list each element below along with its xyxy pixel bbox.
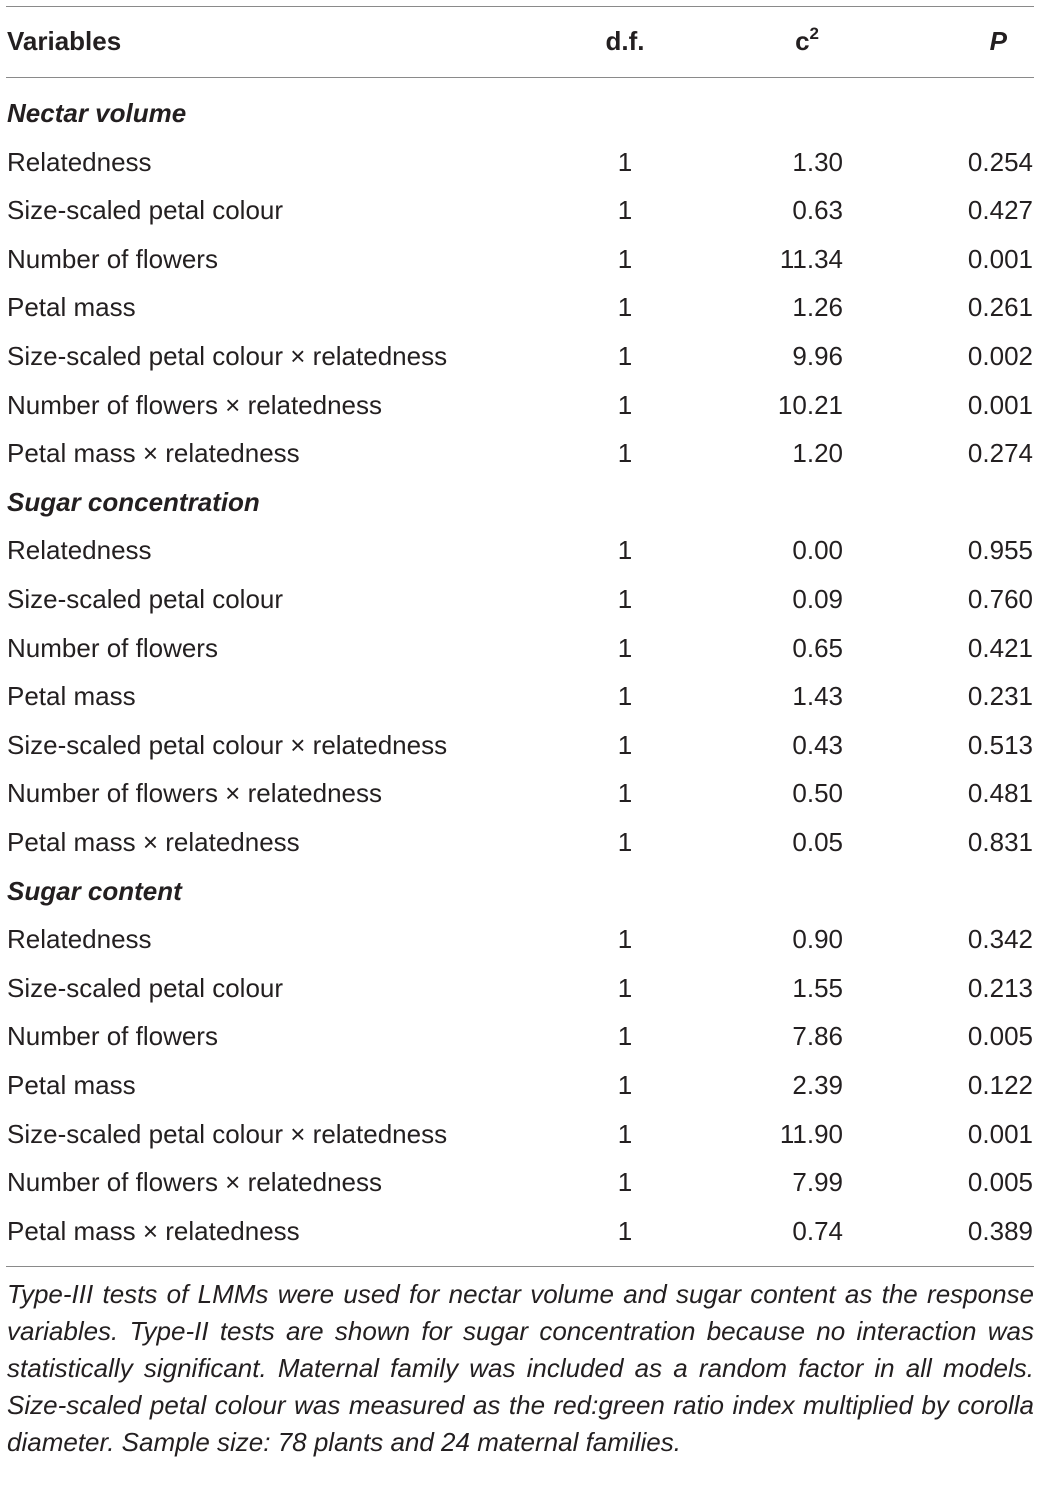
cell-p-value: 0.001 [967,389,1033,420]
cell-chi-square: 1.30 [792,146,843,177]
cell-chi-square: 0.00 [792,535,843,566]
cell-chi-square: 10.21 [777,389,843,420]
cell-variable: Size-scaled petal colour × relatedness [7,1118,448,1149]
cell-p-value: 0.831 [967,827,1033,857]
bottom-rule [6,1266,1034,1267]
section-title: Sugar concentration [7,486,260,517]
header-rule [6,77,1034,78]
table-row [0,672,1041,720]
section-title: Sugar content [7,875,182,906]
cell-df: 1 [617,535,633,566]
table-row [0,575,1041,623]
cell-chi-square: 1.26 [792,292,843,323]
table-footnote: Type-III tests of LMMs were used for nectar volume and sugar content as the response variables. Type-II tests are shown for sugar concentration because no interaction was statistically significant. Maternal family was included as a random factor in all models. Size-scaled petal colour was measured as the red:green ratio index multiplied by corolla diameter. Sample size: 78 plants and 24 maternal families. [7,1279,1034,1457]
table-row [0,283,1041,331]
cell-chi-square: 7.86 [792,1021,843,1052]
cell-df: 1 [617,195,633,226]
cell-p-value: 0.513 [967,729,1033,760]
cell-variable: Petal mass × relatedness [7,1215,300,1246]
table-row [0,624,1041,672]
cell-variable: Size-scaled petal colour [7,972,284,1003]
cell-p-value: 0.481 [967,778,1033,809]
table-row [0,186,1041,234]
cell-p-value: 0.274 [967,438,1033,469]
cell-df: 1 [617,389,633,420]
header-chi-base: c [795,26,810,56]
section-heading [0,89,1041,137]
cell-variable: Number of flowers × relatedness [7,389,383,420]
cell-chi-square: 0.90 [792,924,843,955]
table-row [0,381,1041,429]
cell-df: 1 [617,243,633,274]
cell-df: 1 [617,584,633,614]
cell-variable: Petal mass × relatedness [7,438,300,469]
table-row [0,769,1041,817]
cell-variable: Number of flowers × relatedness [7,1167,383,1198]
table-row [0,429,1041,477]
cell-chi-square: 11.34 [779,243,843,274]
cell-df: 1 [617,1167,633,1198]
table-row [0,526,1041,574]
cell-p-value: 0.254 [967,146,1033,177]
cell-chi-square: 0.05 [792,827,843,857]
cell-p-value: 0.427 [967,195,1033,226]
cell-variable: Petal mass × relatedness [7,827,300,857]
cell-chi-square: 1.43 [792,681,843,712]
cell-p-value: 0.760 [967,584,1033,614]
cell-p-value: 0.421 [967,632,1033,663]
header-variables: Variables [7,26,122,56]
cell-chi-square: 0.43 [792,729,843,760]
table-row [0,721,1041,769]
cell-p-value: 0.005 [967,1167,1033,1198]
cell-chi-square: 0.09 [792,584,843,614]
cell-variable: Size-scaled petal colour × relatedness [7,729,448,760]
cell-chi-square: 0.74 [792,1215,843,1246]
cell-df: 1 [617,632,633,663]
cell-chi-square: 11.90 [779,1118,843,1149]
table-row [0,964,1041,1012]
table-header [0,17,1041,65]
cell-variable: Relatedness [7,535,152,566]
table-row [0,235,1041,283]
cell-df: 1 [617,1021,633,1052]
table-row [0,1207,1041,1255]
cell-chi-square: 1.55 [792,972,843,1003]
cell-variable: Size-scaled petal colour × relatedness [7,341,448,371]
table-row [0,915,1041,963]
cell-df: 1 [617,1118,633,1149]
cell-p-value: 0.002 [967,341,1033,371]
cell-p-value: 0.231 [967,681,1033,712]
cell-chi-square: 2.39 [792,1070,843,1100]
section-heading [0,867,1041,915]
cell-variable: Number of flowers [7,1021,218,1052]
cell-p-value: 0.261 [967,292,1033,323]
cell-chi-square: 9.96 [792,341,843,371]
cell-chi-square: 7.99 [792,1167,843,1198]
section-title: Nectar volume [7,98,187,128]
table-row [0,332,1041,380]
cell-variable: Relatedness [7,924,152,955]
cell-df: 1 [617,972,633,1003]
table-row [0,818,1041,866]
header-chi-sup: 2 [809,24,819,43]
cell-variable: Number of flowers [7,243,218,274]
cell-chi-square: 0.50 [792,778,843,809]
cell-df: 1 [617,681,633,712]
table-row [0,1061,1041,1109]
cell-variable: Size-scaled petal colour [7,195,284,226]
cell-variable: Number of flowers [7,632,218,663]
cell-p-value: 0.213 [967,972,1033,1003]
table-row [0,1012,1041,1060]
table-row [0,1110,1041,1158]
cell-p-value: 0.955 [967,535,1033,566]
cell-p-value: 0.001 [967,1118,1033,1149]
header-df: d.f. [605,26,645,56]
cell-df: 1 [617,1070,633,1100]
cell-variable: Petal mass [7,1070,136,1100]
cell-variable: Number of flowers × relatedness [7,778,383,809]
cell-chi-square: 0.63 [792,195,843,226]
cell-df: 1 [617,1215,633,1246]
cell-p-value: 0.005 [967,1021,1033,1052]
cell-df: 1 [617,341,633,371]
section-heading [0,478,1041,526]
table-row [0,138,1041,186]
cell-df: 1 [617,146,633,177]
cell-chi-square: 0.65 [792,632,843,663]
cell-p-value: 0.001 [967,243,1033,274]
cell-p-value: 0.342 [967,924,1033,955]
cell-chi-square: 1.20 [792,438,843,469]
table-row [0,1158,1041,1206]
header-p: P [989,26,1007,56]
cell-p-value: 0.122 [967,1070,1033,1100]
header-chi-square [795,17,819,65]
top-rule [6,6,1034,7]
cell-df: 1 [617,778,633,809]
cell-df: 1 [617,292,633,323]
cell-df: 1 [617,827,633,857]
cell-variable: Petal mass [7,292,136,323]
cell-df: 1 [617,729,633,760]
cell-variable: Relatedness [7,146,152,177]
cell-variable: Petal mass [7,681,136,712]
cell-df: 1 [617,438,633,469]
cell-df: 1 [617,924,633,955]
cell-p-value: 0.389 [967,1215,1033,1246]
cell-variable: Size-scaled petal colour [7,584,284,614]
